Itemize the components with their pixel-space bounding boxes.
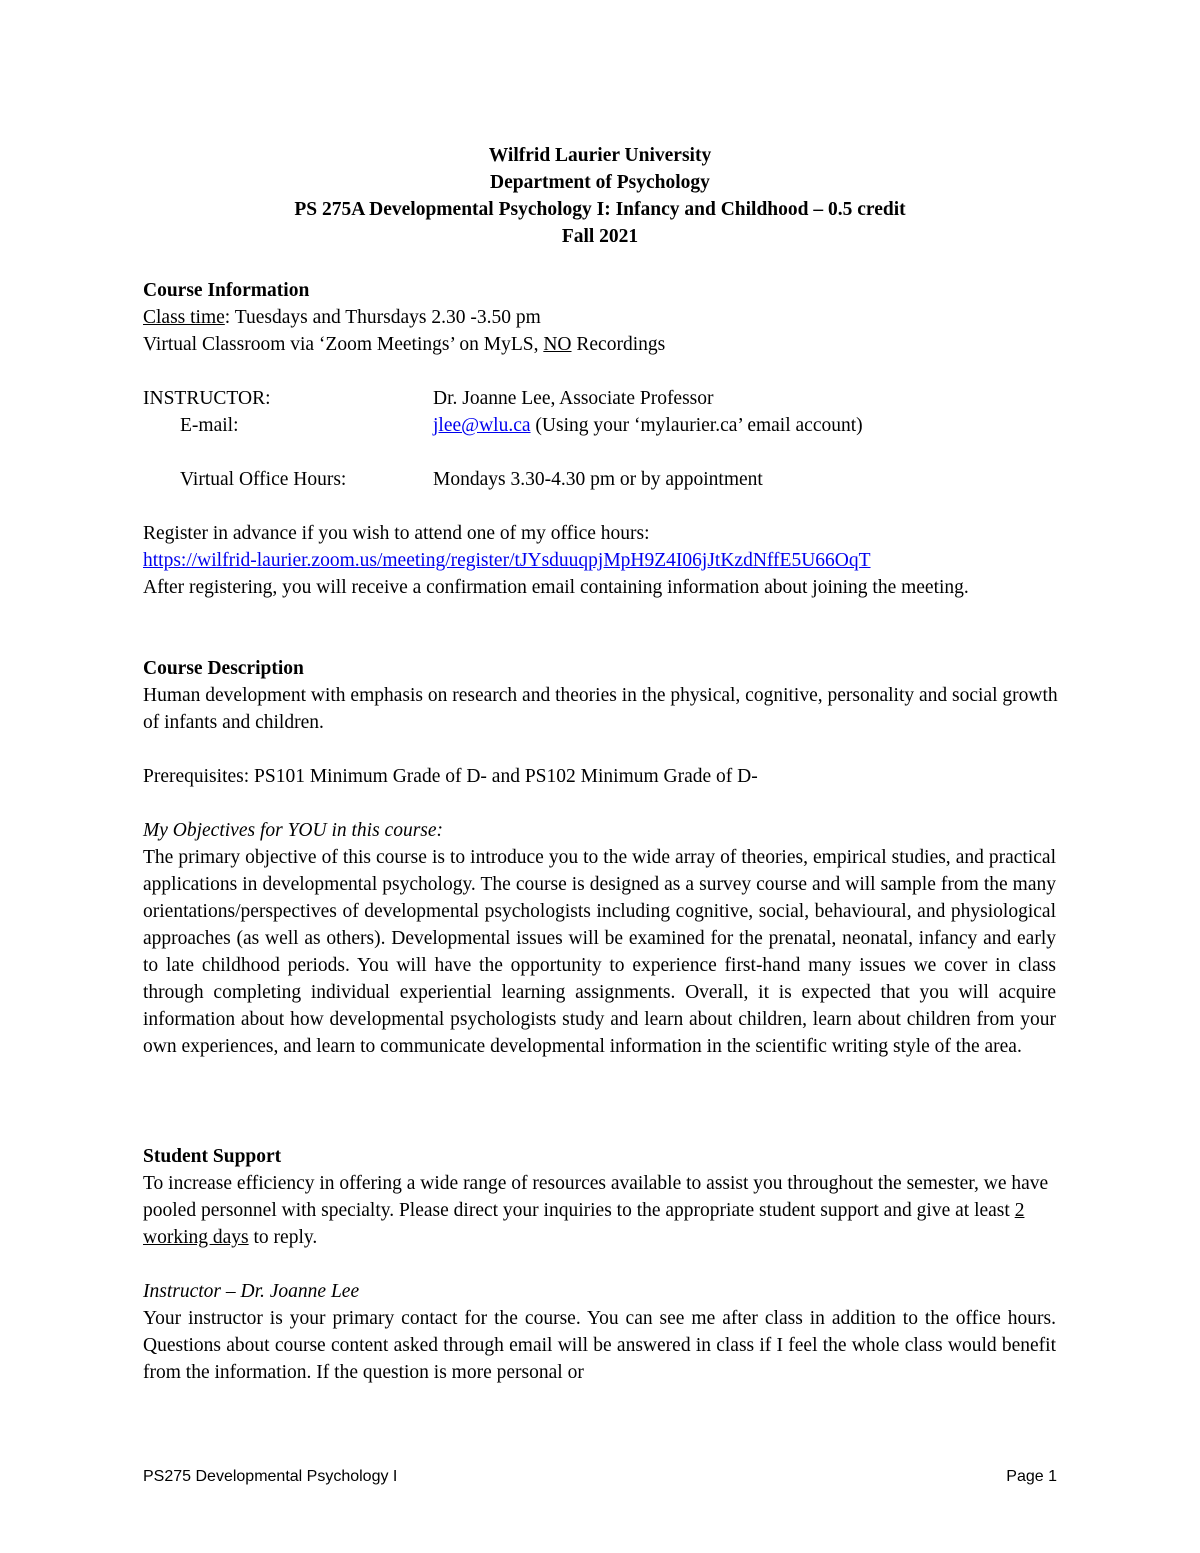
course-description-text: Human development with emphasis on research and theories in the physical, cognitive, personality and social growth of infants and children. [143,685,1058,733]
university-name: Wilfrid Laurier University [488,145,712,166]
virtual-classroom-text: Virtual Classroom via ‘Zoom Meetings’ on MyLS, [143,334,544,355]
email-line [433,412,863,439]
office-hours-label: Virtual Office Hours: [180,469,347,490]
class-time-label: Class time [143,307,225,328]
department-name: Department of Psychology [490,172,710,193]
footer-page-number: Page 1 [1006,1468,1057,1485]
instructor-label: INSTRUCTOR: [143,388,271,409]
course-title: PS 275A Developmental Psychology I: Infancy and Childhood – 0.5 credit [294,199,906,220]
working-days-emphasis: 2 working days [143,1200,1025,1248]
recordings-text: Recordings [571,334,666,355]
class-time-value: : Tuesdays and Thursdays 2.30 -3.50 pm [224,307,541,328]
instructor-value: Dr. Joanne Lee, Associate Professor [433,388,714,409]
footer-course: PS275 Developmental Psychology I [143,1468,398,1485]
student-support-text-end: to reply. [248,1227,318,1248]
virtual-classroom-line [143,331,665,358]
student-support-heading: Student Support [143,1146,282,1167]
class-time-line [143,304,541,331]
email-note: (Using your ‘mylaurier.ca’ email account) [530,415,863,436]
term: Fall 2021 [561,226,639,247]
objectives-text: The primary objective of this course is to introduce you to the wide array of theories, empirical studies, and practical applications in developmental psychology. The course is designed as a survey course and will sample from the many orientations/perspectives of developmental psychologists including cognitive, social, behavioural, and physiological approaches (as well as others). Developmental issues will be examined for the prenatal, neonatal, infancy and early to late childhood periods. You will have the opportunity to experience first-hand many issues we cover in class through completing individual experiential learning assignments. Overall, it is expected that you will acquire information about how developmental psychologists study and learn about children, learn about children from your own experiences, and learn to communicate developmental information in the scientific writing style of the area. [143,847,1056,1057]
register-link[interactable]: https://wilfrid-laurier.zoom.us/meeting/register/tJYsduuqpjMpH9Z4I06jJtKzdNffE5U66OqT [143,550,871,571]
register-link-line [143,547,871,574]
prerequisites-text: Prerequisites: PS101 Minimum Grade of D- and PS102 Minimum Grade of D- [143,766,758,787]
course-info-heading: Course Information [143,280,310,301]
instructor-section-text: Your instructor is your primary contact for the course. You can see me after class in addition to the office hours. Questions about course content asked through email will be answered in class if I feel the whole class would benefit from the information. If the question is more personal or [143,1308,1056,1383]
instructor-section-heading: Instructor – Dr. Joanne Lee [143,1281,360,1302]
email-link[interactable]: jlee@wlu.ca [433,415,531,436]
register-text: Register in advance if you wish to attend one of my office hours: [143,523,650,544]
email-label: E-mail: [180,415,239,436]
student-support-text-main: To increase efficiency in offering a wide range of resources available to assist you throughout the semester, we have pooled personnel with specialty. Please direct your inquiries to the appropriate student support and give at least [143,1173,1049,1221]
no-recordings-emphasis: NO [543,334,572,355]
objectives-heading: My Objectives for YOU in this course: [143,820,444,841]
after-register-text: After registering, you will receive a confirmation email containing information about joining the meeting. [143,577,969,598]
course-description-heading: Course Description [143,658,304,679]
student-support-text [143,1170,1058,1251]
office-hours-value: Mondays 3.30-4.30 pm or by appointment [433,469,763,490]
